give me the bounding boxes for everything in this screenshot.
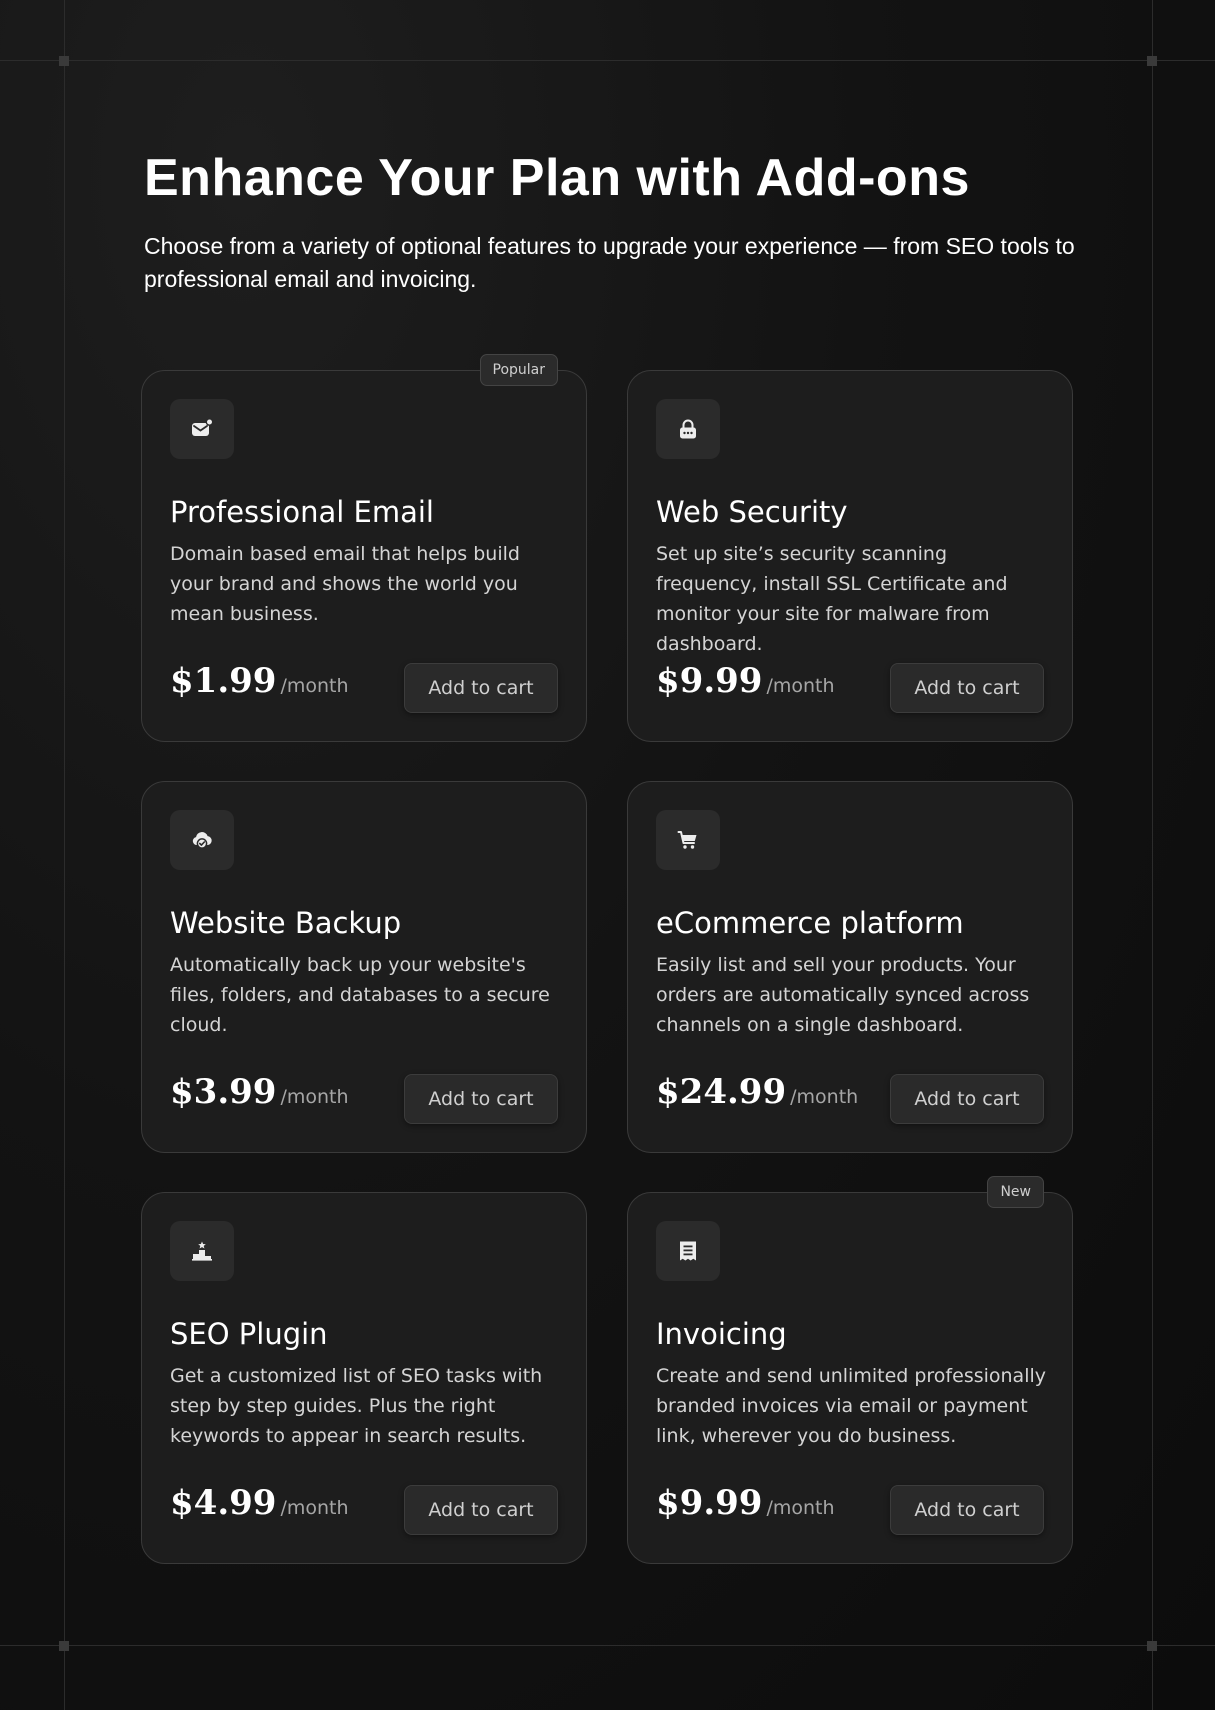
card-title: Website Backup: [170, 906, 402, 940]
add-to-cart-button[interactable]: Add to cart: [890, 1074, 1044, 1124]
card-description: Domain based email that helps build your brand and shows the world you mean business.: [170, 543, 520, 625]
addon-card-ecommerce-platform: [627, 781, 1073, 1153]
cloud-check-icon: [170, 810, 234, 870]
shopping-cart-icon: [656, 810, 720, 870]
card-title: SEO Plugin: [170, 1317, 328, 1351]
card-description: Set up site’s security scanning frequency, install SSL Certificate and monitor your site for malware from dashboard.: [656, 543, 1008, 655]
card-title: Invoicing: [656, 1317, 787, 1351]
podium-star-icon: [170, 1221, 234, 1281]
add-to-cart-button[interactable]: Add to cart: [890, 663, 1044, 713]
price: $24.99: [656, 1072, 787, 1112]
frame-corner-bottom-left: [59, 1641, 69, 1651]
price-row: [656, 661, 835, 701]
card-description: Automatically back up your website's files, folders, and databases to a secure cloud.: [170, 954, 550, 1036]
price-row: [170, 661, 349, 701]
price-period: /month: [766, 1497, 835, 1519]
price: $1.99: [170, 661, 277, 701]
price-period: /month: [280, 1086, 349, 1108]
addon-card-professional-email: [141, 362, 587, 742]
price: $9.99: [656, 1483, 763, 1523]
price-period: /month: [280, 675, 349, 697]
new-badge: New: [987, 1176, 1044, 1208]
add-to-cart-button[interactable]: Add to cart: [404, 1074, 558, 1124]
frame-corner-bottom-right: [1147, 1641, 1157, 1651]
frame-line-right: [1152, 0, 1153, 1710]
lock-icon: [656, 399, 720, 459]
price: $9.99: [656, 661, 763, 701]
price: $3.99: [170, 1072, 277, 1112]
popular-badge: Popular: [480, 354, 559, 386]
addon-card-website-backup: [141, 781, 587, 1153]
add-to-cart-button[interactable]: Add to cart: [890, 1485, 1044, 1535]
card-title: Web Security: [656, 495, 848, 529]
receipt-icon: [656, 1221, 720, 1281]
card-description: Get a customized list of SEO tasks with step by step guides. Plus the right keywords to appear in search results.: [170, 1365, 543, 1447]
price-row: [656, 1483, 835, 1523]
card-title: eCommerce platform: [656, 906, 964, 940]
card-description: Easily list and sell your products. Your orders are automatically synced across channels on a single dashboard.: [656, 954, 1030, 1036]
frame-line-left: [64, 0, 65, 1710]
price-period: /month: [280, 1497, 349, 1519]
addon-card-seo-plugin: [141, 1192, 587, 1564]
frame-line-top: [0, 60, 1215, 61]
frame-line-bottom: [0, 1645, 1215, 1646]
price: $4.99: [170, 1483, 277, 1523]
card-description: Create and send unlimited professionally branded invoices via email or payment link, wherever you do business.: [656, 1365, 1047, 1447]
price-period: /month: [790, 1086, 859, 1108]
frame-corner-top-right: [1147, 56, 1157, 66]
addon-card-invoicing: [627, 1184, 1073, 1564]
price-row: [170, 1072, 349, 1112]
addon-card-web-security: [627, 370, 1073, 742]
frame-corner-top-left: [59, 56, 69, 66]
price-row: [170, 1483, 349, 1523]
price-row: [656, 1072, 858, 1112]
page-title: Enhance Your Plan with Add-ons: [144, 149, 970, 207]
add-to-cart-button[interactable]: Add to cart: [404, 1485, 558, 1535]
add-to-cart-button[interactable]: Add to cart: [404, 663, 558, 713]
price-period: /month: [766, 675, 835, 697]
card-title: Professional Email: [170, 495, 434, 529]
envelope-icon: [170, 399, 234, 459]
page-subtitle: Choose from a variety of optional features to upgrade your experience — from SEO tools to professional email and invoicing.: [144, 233, 1075, 292]
